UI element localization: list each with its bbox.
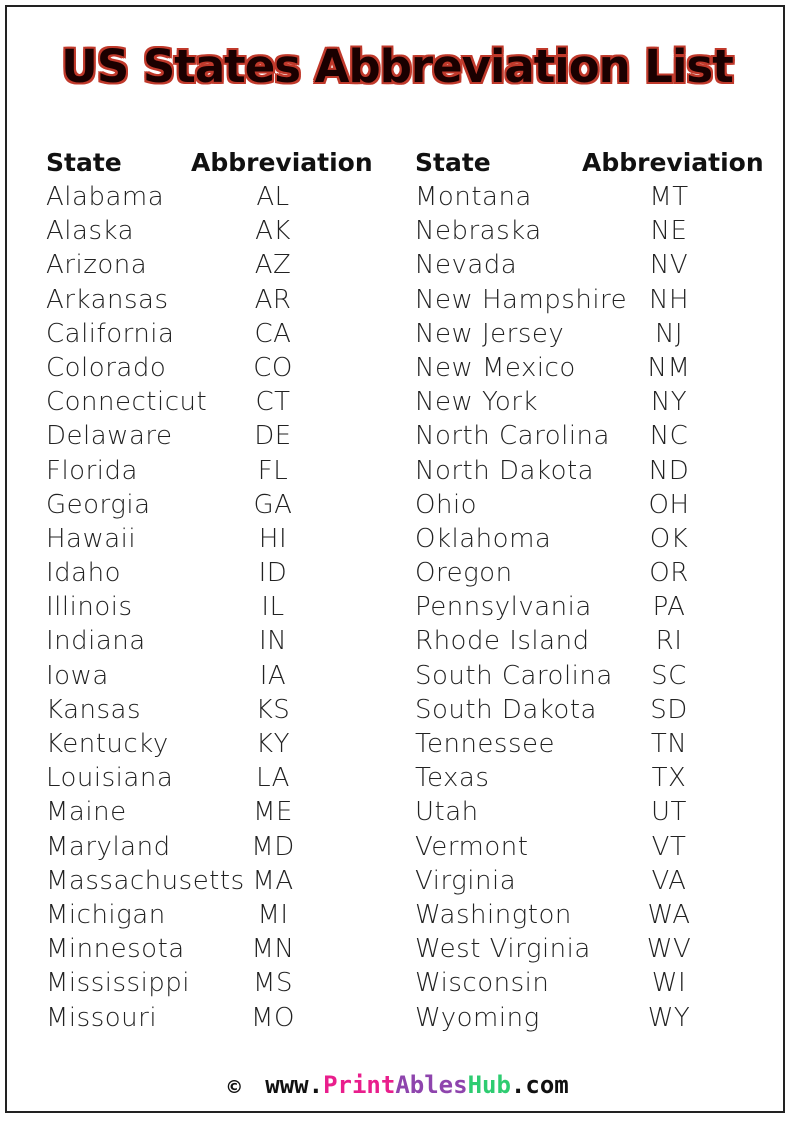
state-abbreviation: MI (257, 899, 289, 930)
state-name: New Mexico (415, 352, 576, 383)
table-row (46, 285, 386, 319)
state-name: Mississippi (46, 968, 191, 999)
state-name: Montana (415, 182, 532, 212)
state-name: Alabama (46, 182, 165, 212)
state-abbreviation: AR (254, 284, 292, 315)
state-name: California (46, 318, 175, 349)
state-name: Illinois (46, 592, 133, 623)
state-abbreviation: AK (255, 216, 291, 247)
state-abbreviation: MN (251, 934, 295, 965)
state-name: Georgia (46, 489, 151, 520)
state-abbreviation: NC (649, 421, 689, 452)
state-name: Alaska (46, 216, 135, 247)
state-name: North Dakota (415, 455, 595, 486)
state-abbreviation: SC (651, 660, 687, 691)
table-row (415, 387, 765, 421)
url-part-ables: Ables (395, 1071, 468, 1099)
state-abbreviation: CA (254, 318, 292, 349)
state-name: New Jersey (415, 318, 565, 349)
state-abbreviation: MD (251, 831, 295, 862)
state-name: South Dakota (415, 694, 597, 725)
state-abbreviation: MS (253, 968, 293, 999)
state-abbreviation: HI (258, 523, 288, 554)
state-name: Wyoming (415, 1002, 540, 1033)
state-abbreviation: LA (256, 763, 290, 794)
table-row (46, 695, 386, 729)
table-row (46, 558, 386, 592)
state-abbreviation: MA (252, 865, 294, 896)
table-row (415, 661, 765, 695)
table-row (415, 763, 765, 797)
state-name: Nebraska (415, 216, 542, 247)
state-abbreviation: NJ (654, 318, 684, 349)
table-row (415, 353, 765, 387)
state-name: Tennessee (415, 729, 555, 759)
url-prefix: www. (265, 1071, 324, 1099)
footer-url (0, 1071, 794, 1099)
table-row (46, 456, 386, 490)
table-row (46, 968, 386, 1002)
state-name: Utah (415, 797, 479, 828)
state-abbreviation: ME (253, 797, 293, 828)
table-row (415, 182, 765, 216)
state-abbreviation: ND (648, 455, 690, 486)
state-name: Idaho (46, 558, 121, 589)
state-name: Maryland (46, 831, 171, 862)
table-row (415, 421, 765, 455)
state-name: Arizona (46, 250, 148, 281)
page-title: US States Abbreviation List (61, 40, 733, 93)
table-row (46, 353, 386, 387)
left-column (46, 148, 386, 1037)
state-name: Iowa (46, 660, 109, 691)
state-abbreviation: NY (650, 387, 688, 418)
state-abbreviation: WY (647, 1002, 691, 1033)
table-row (415, 216, 765, 250)
state-abbreviation: IL (261, 592, 285, 623)
state-abbreviation: NM (647, 352, 691, 383)
copyright-symbol: © (225, 1077, 244, 1098)
table-row (415, 934, 765, 968)
state-abbreviation: FL (257, 455, 289, 486)
state-abbreviation: NH (649, 284, 689, 315)
state-name: Louisiana (46, 763, 174, 794)
header-abbreviation: Abbreviation (191, 148, 373, 177)
url-suffix: .com (510, 1071, 569, 1099)
right-header (415, 148, 765, 182)
state-abbreviation: MO (251, 1002, 295, 1033)
table-row (415, 968, 765, 1002)
table-row (46, 797, 386, 831)
state-abbreviation: OK (649, 523, 689, 554)
url-part-print: Print (323, 1071, 396, 1099)
state-name: Pennsylvania (415, 592, 592, 623)
state-name: Minnesota (46, 934, 185, 965)
state-abbreviation: ID (258, 558, 288, 589)
table-row (46, 1003, 386, 1037)
header-abbreviation: Abbreviation (582, 148, 764, 177)
state-abbreviation: NV (649, 250, 689, 281)
table-row (415, 558, 765, 592)
state-name: Texas (415, 763, 490, 794)
table-row (415, 285, 765, 319)
table-row (46, 490, 386, 524)
state-abbreviation: VA (651, 865, 687, 896)
state-name: Arkansas (46, 284, 169, 315)
table-row (46, 524, 386, 558)
state-abbreviation: OR (649, 558, 689, 589)
state-name: Colorado (46, 352, 167, 383)
table-row (46, 182, 386, 216)
table-row (415, 524, 765, 558)
state-abbreviation: KS (255, 694, 291, 725)
state-name: Washington (415, 899, 572, 930)
state-abbreviation: IA (259, 660, 287, 691)
table-row (415, 456, 765, 490)
state-abbreviation: AL (256, 182, 290, 212)
table-row (415, 695, 765, 729)
table-row (415, 626, 765, 660)
state-abbreviation: SD (650, 694, 688, 725)
header-state: State (46, 148, 122, 177)
state-abbreviation: CO (253, 352, 293, 383)
state-name: Oklahoma (415, 523, 552, 554)
table-row (46, 729, 386, 763)
state-name: Hawaii (46, 523, 137, 554)
state-name: Michigan (46, 899, 166, 930)
state-name: Rhode Island (415, 626, 590, 657)
table-row (415, 900, 765, 934)
table-row (46, 421, 386, 455)
table-row (46, 763, 386, 797)
table-row (415, 250, 765, 284)
table-row (415, 866, 765, 900)
state-name: New Hampshire (415, 284, 628, 315)
state-name: North Carolina (415, 421, 610, 452)
right-rows (415, 182, 765, 1037)
table-row (46, 900, 386, 934)
table-row (46, 387, 386, 421)
table-row (415, 1003, 765, 1037)
state-abbreviation: GA (253, 489, 293, 520)
table-row (46, 832, 386, 866)
state-name: West Virginia (415, 934, 591, 965)
state-name: Kentucky (46, 729, 169, 759)
state-abbreviation: PA (652, 592, 686, 623)
state-abbreviation: NE (650, 216, 688, 247)
state-abbreviation: CT (255, 387, 291, 418)
table-row (415, 592, 765, 626)
url-part-hub: Hub (467, 1071, 511, 1099)
table-row (415, 319, 765, 353)
state-name: Maine (46, 797, 127, 828)
state-abbreviation: WA (647, 899, 691, 930)
table-row (46, 626, 386, 660)
state-name: Connecticut (46, 387, 208, 418)
table-row (46, 866, 386, 900)
table-row (46, 216, 386, 250)
state-name: Wisconsin (415, 968, 550, 999)
state-abbreviation: DE (254, 421, 292, 452)
state-abbreviation: KY (256, 729, 290, 759)
state-name: Oregon (415, 558, 513, 589)
state-name: South Carolina (415, 660, 613, 691)
state-abbreviation: VT (651, 831, 687, 862)
state-name: Missouri (46, 1002, 158, 1033)
table-row (415, 832, 765, 866)
state-abbreviation: RI (655, 626, 683, 657)
state-name: New York (415, 387, 539, 418)
state-abbreviation: TX (651, 763, 687, 794)
table-row (415, 729, 765, 763)
state-abbreviation: UT (651, 797, 687, 828)
state-name: Massachusetts (46, 865, 245, 896)
table-row (415, 797, 765, 831)
state-name: Indiana (46, 626, 146, 657)
state-name: Ohio (415, 489, 478, 520)
state-abbreviation: MT (649, 182, 689, 212)
state-name: Nevada (415, 250, 518, 281)
table-row (46, 661, 386, 695)
state-abbreviation: IN (258, 626, 288, 657)
state-name: Delaware (46, 421, 173, 452)
table-row (46, 934, 386, 968)
state-name: Virginia (415, 865, 517, 896)
left-header (46, 148, 386, 182)
left-rows (46, 182, 386, 1037)
right-column (415, 148, 765, 1037)
table-row (46, 250, 386, 284)
state-abbreviation: TN (650, 729, 688, 759)
table-row (415, 490, 765, 524)
table-row (46, 592, 386, 626)
state-name: Florida (46, 455, 138, 486)
state-abbreviation: AZ (254, 250, 292, 281)
state-abbreviation: OH (648, 489, 690, 520)
state-name: Kansas (46, 694, 142, 725)
state-abbreviation: WI (651, 968, 687, 999)
state-abbreviation: WV (646, 934, 692, 965)
header-state: State (415, 148, 491, 177)
table-row (46, 319, 386, 353)
state-name: Vermont (415, 831, 529, 862)
